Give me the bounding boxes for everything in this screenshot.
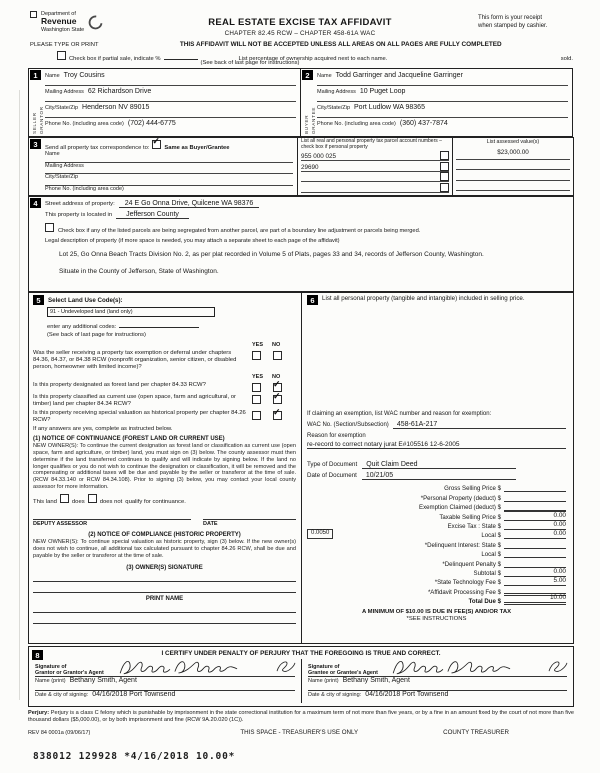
grantee-signature	[388, 656, 538, 678]
correspondence-address-label: Mailing Address	[45, 162, 84, 169]
grantee-name-row	[308, 677, 567, 691]
please-type-or-print: PLEASE TYPE OR PRINT	[30, 42, 99, 48]
seller-city-row	[45, 102, 296, 118]
buyer-address-value[interactable]: 10 Puget Loop	[359, 88, 406, 95]
question-current-use-boxes	[252, 391, 296, 408]
tax-line-delinquent-interest-local: Local $	[307, 549, 566, 558]
parcel-header: List all real and personal property tax parcel account numbers – check box if personal property	[301, 138, 442, 150]
tax-line-personal-property: *Personal Property (deduct) $	[307, 492, 566, 501]
deputy-assessor-row	[33, 519, 296, 527]
print-name-line[interactable]	[33, 602, 296, 613]
street-address-value[interactable]: 24 E Go Onna Drive, Quilcene WA 98376	[119, 200, 260, 208]
notice-compliance-body: NEW OWNER(S): To continue special valuation as historic property, sign (3) below. If the new owner(s) does not wish to continue, all additional tax calculated pursuant to chapter 84.26 RCW, shall be due and payable by the seller or transferor at the time of sale.	[33, 539, 296, 559]
sold-label: sold.	[560, 56, 573, 62]
perjury-note	[28, 710, 574, 725]
dor-logo-text	[41, 11, 84, 33]
doc-type-row	[307, 461, 566, 469]
partial-sale-percent-field[interactable]	[164, 52, 198, 60]
grantor-name-print-label: Name (print)	[35, 678, 66, 684]
seller-word: SELLER	[32, 112, 37, 134]
send-correspondence-row	[45, 136, 293, 151]
yes-label: YES	[252, 342, 264, 348]
receipt-note-line1: This form is your receipt	[478, 15, 543, 21]
segregated-row	[45, 223, 567, 234]
street-address-label: Street address of property:	[45, 201, 115, 207]
minimum-due-note: A MINIMUM OF $10.00 IS DUE IN FEE(S) AND/OR TAX	[361, 609, 512, 616]
property-section	[28, 196, 574, 292]
section-2-number: 2	[302, 70, 313, 80]
located-in-row	[45, 211, 567, 219]
no-label-2: NO	[272, 374, 281, 381]
correspondence-city-label: City/State/Zip	[45, 174, 79, 180]
buyer-city-value[interactable]: Port Ludlow WA 98365	[354, 104, 425, 111]
corner-checkbox-mark	[30, 11, 37, 18]
deputy-date-label: DATE	[203, 519, 296, 527]
does-not-label: does not	[99, 499, 123, 506]
parcel-3-personal-checkbox[interactable]	[440, 172, 449, 181]
doc-type-value[interactable]: Quit Claim Deed	[362, 461, 516, 469]
revenue-swoosh-icon	[88, 15, 103, 30]
see-instructions-note: *SEE INSTRUCTIONS	[406, 616, 467, 623]
grantor-signature-half	[29, 659, 301, 703]
deferral-no-checkbox[interactable]	[273, 351, 282, 360]
section-8-number: 8	[32, 650, 43, 660]
historic-yes-checkbox[interactable]	[252, 411, 261, 420]
grantor-signature-row	[35, 659, 295, 677]
footer-row	[28, 729, 574, 736]
tax-line-delinquent-penalty: *Delinquent Penalty $	[307, 558, 566, 567]
seller-name-row	[45, 70, 296, 86]
question-deferral-row	[33, 350, 296, 370]
personal-property-title: List all personal property (tangible and intangible) included in selling price.	[322, 295, 525, 302]
current-use-no-checkbox[interactable]	[273, 391, 282, 404]
parcel-row	[301, 172, 449, 183]
parcel-4-personal-checkbox[interactable]	[440, 183, 449, 192]
correspondence-name-row	[45, 151, 293, 163]
parcel-row	[301, 151, 449, 162]
continuance-qualify-row	[33, 494, 296, 505]
tax-value-taxable[interactable]: 0.00	[504, 511, 566, 521]
question-historic-text: Is this property receiving special valuation as historical property per chapter 84.26 RCW?	[33, 409, 246, 423]
owner-signature-line[interactable]	[33, 582, 296, 593]
historic-no-checkbox[interactable]	[273, 406, 282, 420]
correspondence-address-row	[45, 163, 293, 175]
tax-value-delinquent-interest-local[interactable]	[504, 549, 566, 558]
ownership-label: List percentage of ownership acquired next to each name.	[238, 56, 388, 62]
land-use-header	[33, 295, 296, 305]
seller-address-value[interactable]: 62 Richardson Drive	[87, 88, 152, 95]
buyer-side-label	[304, 84, 316, 134]
parcel-2-personal-checkbox[interactable]	[440, 162, 449, 171]
grantor-signature	[115, 656, 265, 678]
dept-line2: Revenue	[41, 16, 77, 27]
partial-sale-checkbox[interactable]	[57, 51, 66, 60]
parcel-1-personal-checkbox[interactable]	[440, 151, 449, 160]
question-forest-row	[33, 379, 296, 392]
grantee-ink-flourish	[545, 658, 571, 676]
notice-continuance-body: NEW OWNER(S): To continue the current designation as forest land or classification as current use (open space, farm and agriculture, or timber) land, you must sign on (3) below. The county assessor must then determine if the land transferred continues to qualify and will indicate by signing below. If the land no longer qualifies or you do not wish to continue the designation or classification, it will be removed and the compensating or additional taxes will be due and payable by the seller or transferor at the time of sale. (RCW 84.33.140 or RCW 84.34.108). Prior to signing (3) below, you may contact your local county assessor for more information.	[33, 443, 296, 490]
forest-yes-checkbox[interactable]	[252, 383, 261, 392]
grantee-name-print-label: Name (print)	[308, 678, 339, 684]
personal-property-section	[301, 292, 574, 644]
deputy-assessor-label: DEPUTY ASSESSOR	[33, 519, 191, 527]
tax-value-delinquent-interest-state[interactable]	[504, 540, 566, 549]
local-rate-box: 0.0050	[307, 529, 333, 539]
additional-codes-row	[47, 320, 296, 330]
seller-name-value[interactable]: Troy Cousins	[63, 72, 105, 79]
perjury-body: Perjury is a class C felony which is punishable by imprisonment in the state correctional institution for a maximum term of not more than five years, or by a fine in an amount fixed by the court of not more than five thousand dollars ($5,000.00), or by both imprisonment and fine (RCW 9A.20.020 (1C)).	[28, 710, 574, 724]
does-not-checkbox[interactable]	[88, 494, 97, 503]
legal-description-label: Legal description of property (if more space is needed, you may attach a separate sheet to each page of the affidavit)	[45, 238, 340, 244]
tax-line-local: 0.0050 Local $ 0.00	[307, 530, 566, 539]
correspondence-phone-row	[45, 186, 293, 197]
warning-row	[30, 41, 573, 48]
deferral-yes-checkbox[interactable]	[252, 351, 261, 360]
tax-line-taxable: Taxable Selling Price $ 0.00	[439, 511, 566, 521]
treasurer-space-label: THIS SPACE - TREASURER'S USE ONLY	[240, 729, 359, 736]
same-as-buyer-label: Same as Buyer/Grantee	[164, 145, 230, 151]
buyer-name-label: Name	[317, 73, 332, 79]
county-treasurer-label: COUNTY TREASURER	[443, 729, 509, 736]
question-historic-boxes	[252, 406, 296, 424]
seller-section	[28, 68, 301, 137]
tax-value-excise-state[interactable]: 0.00	[504, 521, 566, 530]
page-title: REAL ESTATE EXCISE TAX AFFIDAVIT	[208, 17, 392, 28]
seller-side-label	[32, 84, 44, 134]
section-3-number: 3	[30, 139, 41, 149]
question-current-use-row	[33, 391, 296, 408]
yes-label-2: YES	[252, 374, 264, 381]
grantor-date-label: Date & city of signing:	[35, 692, 89, 698]
tax-line-subtotal: Subtotal $ 0.00	[473, 567, 566, 577]
question-historic-row	[33, 406, 296, 424]
doc-type-label: Type of Document	[307, 461, 358, 468]
receipt-note	[478, 15, 572, 31]
land-use-section	[28, 292, 302, 644]
owner-signature-title: (3) OWNER(S) SIGNATURE	[126, 564, 203, 571]
seller-phone-value[interactable]: (702) 444-6775	[127, 120, 176, 127]
correspondence-city-row	[45, 174, 293, 186]
tax-line-excise-state: Excise Tax : State $ 0.00	[447, 520, 566, 530]
legal-description-text[interactable]: Lot 25, Go Onna Beach Tracts Division No. 2, as per plat recorded in Volume 5 of Plats, pages 33 and 34, records of Jefferson County, Washington.	[59, 251, 484, 258]
grantee-date-label: Date & city of signing:	[308, 692, 362, 698]
signature-section	[28, 646, 574, 707]
tax-value-total-due[interactable]: 10.00	[504, 593, 566, 605]
seller-city-value[interactable]: Henderson NV 89015	[82, 104, 150, 111]
parcel-row	[301, 161, 449, 172]
correspondence-phone-label: Phone No. (including area code)	[45, 185, 124, 192]
question-deferral-text: Was the seller receiving a property tax exemption or deferral under chapters 84.36, 84.37, or 84.38 RCW (nonprofit organization, senior citizen, or disabled person, homeowner with limited income)?	[33, 350, 237, 370]
buyer-address-row	[317, 86, 568, 102]
seller-city-label: City/State/Zip	[45, 105, 79, 111]
assessed-value-header: List assessed value(s)	[486, 139, 540, 145]
lower-columns	[28, 292, 574, 644]
dept-line1: Department of	[41, 11, 76, 17]
tax-value-gross[interactable]	[504, 483, 566, 492]
doc-date-value[interactable]: 10/21/05	[362, 472, 516, 480]
personal-property-blank-area[interactable]	[307, 305, 566, 411]
grantee-signature-half	[301, 659, 573, 703]
section-4-number: 4	[30, 198, 41, 208]
parcel-number-2[interactable]: 29690	[301, 163, 319, 171]
form-chapter: CHAPTER 82.45 RCW – CHAPTER 458-61A WAC	[224, 30, 376, 37]
owner-signature-line[interactable]	[33, 571, 296, 582]
section-5-number: 5	[33, 295, 44, 305]
notice-continuance-title: (1) NOTICE OF CONTINUANCE (FOREST LAND OR CURRENT USE)	[33, 436, 225, 443]
assessed-value-column	[452, 138, 573, 195]
tax-line-technology-fee: *State Technology Fee $ 5.00	[434, 577, 566, 587]
personal-property-header	[307, 295, 566, 305]
treasurer-receipt-stamp: 838012 129928 *4/16/2018 10.00*	[33, 751, 236, 762]
seller-name-label: Name	[45, 73, 60, 79]
question-forest-text: Is this property designated as forest land per chapter 84.33 RCW?	[33, 382, 206, 389]
certify-statement: I CERTIFY UNDER PENALTY OF PERJURY THAT THE FOREGOING IS TRUE AND CORRECT.	[161, 650, 441, 657]
land-use-title: Select Land Use Code(s):	[48, 296, 123, 304]
tax-value-local[interactable]: 0.00	[504, 530, 566, 539]
assessed-value-1[interactable]: $23,000.00	[456, 149, 570, 160]
see-back-note: (See back of last page for instructions)	[200, 60, 300, 66]
scan-artifact-line	[19, 90, 20, 700]
grantee-name-print-value[interactable]: Bethany Smith, Agent	[342, 677, 410, 684]
no-label: NO	[272, 342, 281, 348]
partial-sale-label: Check box if partial sale, indicate %	[69, 56, 161, 62]
section-6-number: 6	[307, 295, 318, 305]
form-title-block	[150, 17, 450, 37]
receipt-note-line2: when stamped by cashier.	[478, 22, 548, 29]
grantor-ink-flourish	[273, 658, 299, 676]
signature-halves	[29, 659, 573, 703]
buyer-word: BUYER	[304, 114, 309, 134]
see-back-note-2: (See back of last page for instructions)	[47, 332, 146, 338]
doc-date-label: Date of Document	[307, 472, 357, 479]
tax-line-delinquent-interest-state: *Delinquent Interest: State $	[307, 539, 566, 548]
print-name-line[interactable]	[33, 613, 296, 624]
yes-no-header-1	[252, 342, 296, 348]
segregated-label: Check box if any of the listed parcels are being segregated from another parcel, are part of a boundary line adjustment or parcels being merged.	[58, 228, 421, 234]
seller-phone-label: Phone No. (including area code)	[45, 121, 124, 127]
buyer-address-label: Mailing Address	[317, 89, 356, 95]
this-land-label: This land	[33, 499, 57, 506]
correspondence-fields	[29, 138, 297, 195]
print-name-title: PRINT NAME	[145, 595, 184, 602]
grantee-date-value[interactable]: 04/16/2018 Port Townsend	[365, 691, 449, 698]
exemption-intro: If claiming an exemption, list WAC number and reason for exemption:	[307, 411, 492, 417]
additional-codes-field[interactable]	[119, 320, 199, 328]
grantor-word: GRANTOR	[39, 106, 44, 134]
buyer-section	[300, 68, 573, 137]
wac-label: WAC No. (Section/Subsection)	[307, 422, 389, 428]
buyer-name-row	[317, 70, 568, 86]
checkmark-icon: ✓	[273, 379, 281, 390]
legal-description-text2[interactable]: Situate in the County of Jefferson, State of Washington.	[59, 267, 219, 275]
street-address-row	[45, 200, 567, 208]
notice-compliance-title: (2) NOTICE OF COMPLIANCE (HISTORIC PROPERTY)	[88, 532, 241, 539]
grantor-signature-label: Signature of Grantor or Grantor's Agent	[35, 663, 104, 676]
perjury-label: Perjury:	[28, 710, 50, 716]
buyer-phone-label: Phone No. (including area code)	[317, 121, 396, 127]
dept-line3: Washington State	[41, 27, 85, 34]
tax-line-total-due: Total Due $ 10.00	[468, 594, 566, 606]
buyer-phone-row	[317, 118, 568, 134]
buyer-city-label: City/State/Zip	[317, 105, 351, 111]
tax-value-personal-property[interactable]	[504, 493, 566, 502]
buyer-phone-value[interactable]: (360) 437-7874	[399, 120, 448, 127]
grantor-name-row	[35, 677, 295, 691]
checkmark-icon: ✓	[273, 406, 281, 417]
tax-value-technology-fee[interactable]: 5.00	[504, 577, 566, 586]
grantor-date-value[interactable]: 04/16/2018 Port Townsend	[92, 691, 176, 698]
assessed-value-2[interactable]	[456, 160, 570, 171]
send-correspondence-label: Send all property tax correspondence to:	[45, 145, 150, 151]
assessed-value-3[interactable]	[456, 170, 570, 181]
seller-address-row	[45, 86, 296, 102]
correspondence-name-label: Name	[45, 151, 60, 157]
does-label: does	[71, 499, 85, 506]
land-use-code-select[interactable]: 91 - Undeveloped land (land only)	[47, 307, 215, 317]
same-as-buyer-checkbox[interactable]	[152, 136, 161, 149]
tax-line-processing-fee: *Affidavit Processing Fee $	[307, 586, 566, 595]
wac-value[interactable]: 458-61A-217	[393, 421, 566, 429]
question-current-use-text: Is this property classified as current use (open space, farm and agricultural, or timber) land per chapter 84.34 RCW?	[33, 394, 236, 408]
buyer-name-value[interactable]: Todd Garringer and Jacqueline Garringer	[335, 72, 463, 79]
question-deferral-boxes	[252, 350, 296, 370]
checkmark-icon: ✓	[273, 391, 281, 402]
doc-date-row	[307, 472, 566, 480]
located-in-label: This property is located in	[45, 212, 113, 218]
tax-line-exemption: Exemption Claimed (deduct) $	[307, 502, 566, 511]
grantee-word: GRANTEE	[311, 106, 316, 134]
assessed-value-4[interactable]	[456, 181, 570, 192]
section-1-number: 1	[30, 70, 41, 80]
reason-exemption-value[interactable]: re-record to correct notary jurat E#105516 12-6-2005	[307, 441, 566, 449]
not-accepted-warning: THIS AFFIDAVIT WILL NOT BE ACCEPTED UNLESS ALL AREAS ON ALL PAGES ARE FULLY COMPLETED	[179, 41, 502, 48]
form-rev-number: REV 84 0001a (09/06/17)	[28, 730, 91, 736]
tax-line-gross: Gross Selling Price $	[307, 483, 566, 492]
grantor-name-print-value[interactable]: Bethany Smith, Agent	[69, 677, 137, 684]
seller-address-label: Mailing Address	[45, 89, 84, 95]
grantee-signature-row	[308, 659, 567, 677]
reason-exemption-label: Reason for exemption	[307, 433, 366, 439]
parcel-column	[297, 138, 452, 195]
segregated-checkbox[interactable]	[45, 223, 54, 232]
parcel-number-1[interactable]: 955 000 025	[301, 153, 337, 160]
current-use-yes-checkbox[interactable]	[252, 395, 261, 404]
located-in-value[interactable]: Jefferson County	[116, 211, 189, 219]
correspondence-section	[28, 137, 574, 196]
if-yes-note: If any answers are yes, complete as instructed below.	[33, 426, 173, 433]
parcel-row	[301, 182, 449, 193]
seller-phone-row	[45, 118, 296, 134]
grantor-date-row	[35, 691, 295, 703]
qualify-label: qualify for continuance.	[125, 499, 186, 506]
buyer-city-row	[317, 102, 568, 118]
tax-value-subtotal[interactable]: 0.00	[504, 567, 566, 577]
grantee-signature-label: Signature of Grantee or Grantee's Agent	[308, 663, 378, 676]
does-checkbox[interactable]	[60, 494, 69, 503]
checkmark-icon: ✓	[152, 136, 160, 146]
additional-codes-label: enter any additional codes:	[47, 324, 117, 330]
party-boxes	[28, 68, 574, 137]
wac-row	[307, 421, 566, 429]
grantee-date-row	[308, 691, 567, 703]
